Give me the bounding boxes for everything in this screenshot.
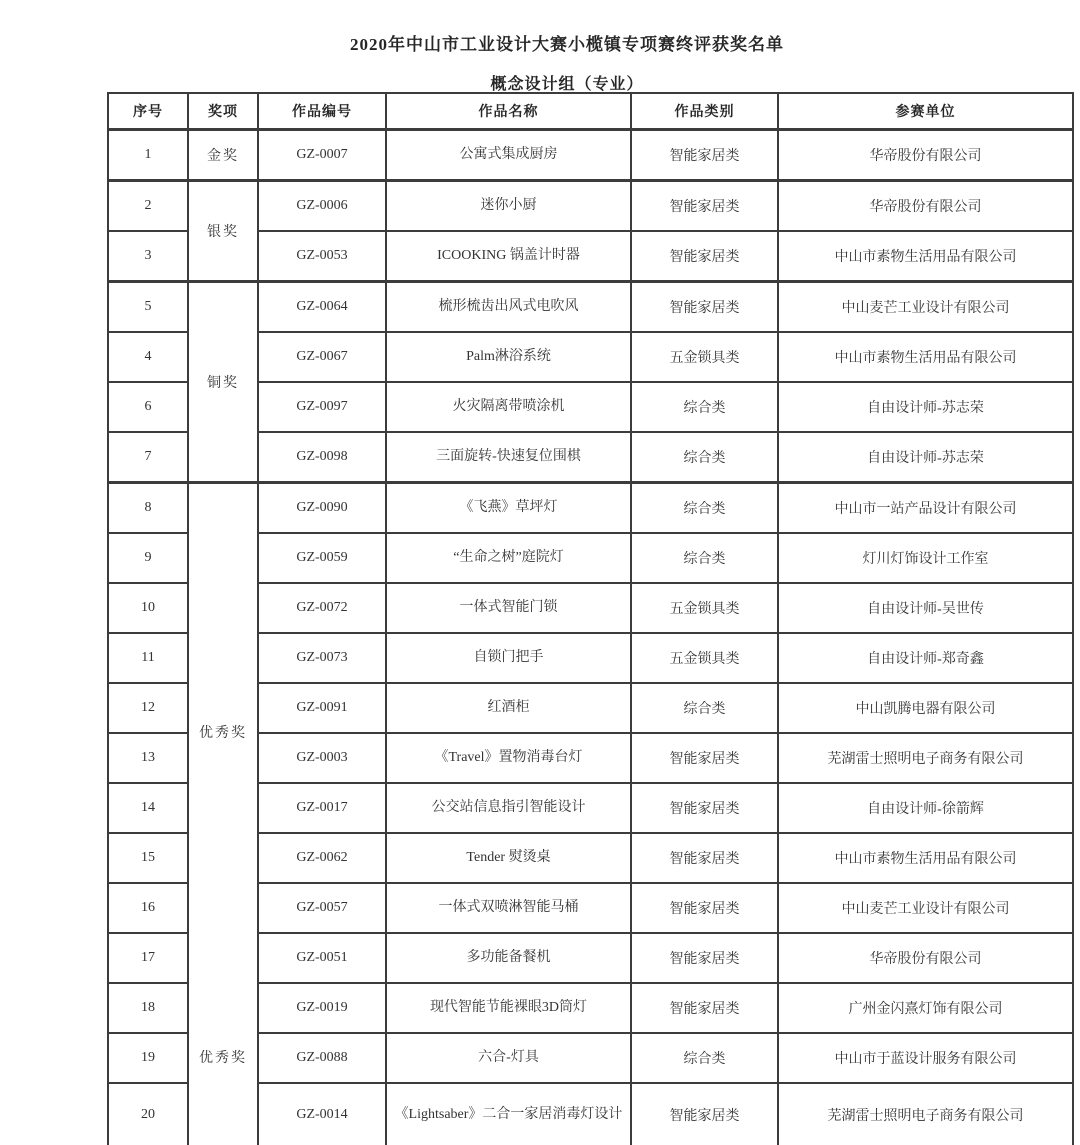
cell-unit: 中山市一站产品设计有限公司	[778, 483, 1073, 534]
header-serial: 序号	[108, 93, 188, 130]
cell-name: 梳形梳齿出风式电吹风	[386, 282, 631, 333]
header-category: 作品类别	[631, 93, 778, 130]
cell-name: 现代智能节能裸眼3D筒灯	[386, 983, 631, 1033]
cell-name: Tender 熨烫桌	[386, 833, 631, 883]
cell-code: GZ-0088	[258, 1033, 386, 1083]
cell-name: 《飞燕》草坪灯	[386, 483, 631, 534]
cell-name: 迷你小厨	[386, 181, 631, 232]
cell-code: GZ-0019	[258, 983, 386, 1033]
cell-code: GZ-0007	[258, 130, 386, 181]
cell-code: GZ-0091	[258, 683, 386, 733]
cell-serial: 13	[108, 733, 188, 783]
cell-serial: 14	[108, 783, 188, 833]
cell-serial: 1	[108, 130, 188, 181]
cell-code: GZ-0097	[258, 382, 386, 432]
cell-unit: 灯川灯饰设计工作室	[778, 533, 1073, 583]
cell-serial: 20	[108, 1083, 188, 1145]
cell-award-gold: 金奖	[188, 130, 258, 181]
cell-code: GZ-0057	[258, 883, 386, 933]
cell-category: 智能家居类	[631, 282, 778, 333]
cell-unit: 中山凯腾电器有限公司	[778, 683, 1073, 733]
cell-serial: 6	[108, 382, 188, 432]
cell-name: Palm淋浴系统	[386, 332, 631, 382]
cell-name: 一体式智能门锁	[386, 583, 631, 633]
cell-name: ICOOKING 锅盖计时器	[386, 231, 631, 282]
cell-unit: 自由设计师-苏志荣	[778, 382, 1073, 432]
cell-serial: 2	[108, 181, 188, 232]
cell-category: 五金锁具类	[631, 633, 778, 683]
cell-unit: 华帝股份有限公司	[778, 933, 1073, 983]
cell-unit: 华帝股份有限公司	[778, 181, 1073, 232]
cell-unit: 芜湖雷士照明电子商务有限公司	[778, 1083, 1073, 1145]
table-row	[108, 130, 1073, 181]
cell-code: GZ-0017	[258, 783, 386, 833]
cell-unit: 芜湖雷士照明电子商务有限公司	[778, 733, 1073, 783]
cell-unit: 自由设计师-徐箭辉	[778, 783, 1073, 833]
cell-category: 五金锁具类	[631, 332, 778, 382]
cell-category: 综合类	[631, 1033, 778, 1083]
cell-name: 六合-灯具	[386, 1033, 631, 1083]
cell-serial: 3	[108, 231, 188, 282]
cell-code: GZ-0062	[258, 833, 386, 883]
cell-serial: 10	[108, 583, 188, 633]
cell-unit: 自由设计师-郑奇鑫	[778, 633, 1073, 683]
cell-category: 综合类	[631, 533, 778, 583]
table-header-row	[108, 93, 1073, 130]
cell-code: GZ-0059	[258, 533, 386, 583]
cell-serial: 11	[108, 633, 188, 683]
cell-category: 智能家居类	[631, 181, 778, 232]
cell-serial: 5	[108, 282, 188, 333]
cell-category: 智能家居类	[631, 783, 778, 833]
header-name: 作品名称	[386, 93, 631, 130]
cell-name: 《Travel》置物消毒台灯	[386, 733, 631, 783]
cell-category: 智能家居类	[631, 883, 778, 933]
cell-unit: 自由设计师-吴世传	[778, 583, 1073, 633]
cell-serial: 18	[108, 983, 188, 1033]
cell-unit: 中山市素物生活用品有限公司	[778, 833, 1073, 883]
header-code: 作品编号	[258, 93, 386, 130]
cell-category: 智能家居类	[631, 983, 778, 1033]
cell-serial: 4	[108, 332, 188, 382]
cell-code: GZ-0073	[258, 633, 386, 683]
cell-name: 公寓式集成厨房	[386, 130, 631, 181]
cell-unit: 自由设计师-苏志荣	[778, 432, 1073, 483]
cell-unit: 中山市素物生活用品有限公司	[778, 332, 1073, 382]
cell-category: 智能家居类	[631, 933, 778, 983]
cell-code: GZ-0067	[258, 332, 386, 382]
awards-table	[107, 92, 1074, 1145]
cell-unit: 华帝股份有限公司	[778, 130, 1073, 181]
header-award: 奖项	[188, 93, 258, 130]
cell-award-excellent	[188, 483, 258, 1145]
cell-category: 智能家居类	[631, 833, 778, 883]
cell-code: GZ-0053	[258, 231, 386, 282]
cell-code: GZ-0098	[258, 432, 386, 483]
cell-category: 综合类	[631, 382, 778, 432]
table-row	[108, 483, 1073, 534]
cell-category: 智能家居类	[631, 1083, 778, 1145]
cell-unit: 中山麦芒工业设计有限公司	[778, 883, 1073, 933]
cell-serial: 8	[108, 483, 188, 534]
cell-name: 一体式双喷淋智能马桶	[386, 883, 631, 933]
award-label-excellent: 优秀奖	[199, 726, 247, 742]
cell-unit: 中山市于蓝设计服务有限公司	[778, 1033, 1073, 1083]
cell-unit: 中山市素物生活用品有限公司	[778, 231, 1073, 282]
cell-code: GZ-0014	[258, 1083, 386, 1145]
cell-serial: 17	[108, 933, 188, 983]
cell-serial: 16	[108, 883, 188, 933]
cell-unit: 广州金闪熹灯饰有限公司	[778, 983, 1073, 1033]
cell-name: 公交站信息指引智能设计	[386, 783, 631, 833]
cell-name: 火灾隔离带喷涂机	[386, 382, 631, 432]
header-unit: 参赛单位	[778, 93, 1073, 130]
cell-category: 智能家居类	[631, 733, 778, 783]
cell-name: 三面旋转-快速复位围棋	[386, 432, 631, 483]
cell-serial: 9	[108, 533, 188, 583]
cell-unit: 中山麦芒工业设计有限公司	[778, 282, 1073, 333]
document-title: 2020年中山市工业设计大赛小榄镇专项赛终评获奖名单	[350, 35, 784, 54]
cell-serial: 19	[108, 1033, 188, 1083]
award-label-excellent: 优秀奖	[199, 1050, 247, 1066]
cell-award-silver: 银奖	[188, 181, 258, 282]
cell-name: “生命之树”庭院灯	[386, 533, 631, 583]
cell-category: 综合类	[631, 483, 778, 534]
cell-code: GZ-0006	[258, 181, 386, 232]
cell-serial: 7	[108, 432, 188, 483]
cell-code: GZ-0090	[258, 483, 386, 534]
cell-name: 多功能备餐机	[386, 933, 631, 983]
cell-serial: 15	[108, 833, 188, 883]
cell-code: GZ-0064	[258, 282, 386, 333]
table-row	[108, 181, 1073, 232]
cell-name: 自锁门把手	[386, 633, 631, 683]
document-subtitle: 概念设计组（专业）	[490, 76, 644, 93]
cell-award-bronze: 铜奖	[188, 282, 258, 483]
table-row	[108, 282, 1073, 333]
cell-name: 《Lightsaber》二合一家居消毒灯设计	[386, 1083, 631, 1145]
cell-category: 五金锁具类	[631, 583, 778, 633]
cell-code: GZ-0072	[258, 583, 386, 633]
document-header	[54, 0, 1080, 94]
cell-code: GZ-0051	[258, 933, 386, 983]
cell-code: GZ-0003	[258, 733, 386, 783]
cell-serial: 12	[108, 683, 188, 733]
cell-category: 综合类	[631, 432, 778, 483]
cell-name: 红酒柜	[386, 683, 631, 733]
cell-category: 智能家居类	[631, 130, 778, 181]
cell-category: 综合类	[631, 683, 778, 733]
cell-category: 智能家居类	[631, 231, 778, 282]
